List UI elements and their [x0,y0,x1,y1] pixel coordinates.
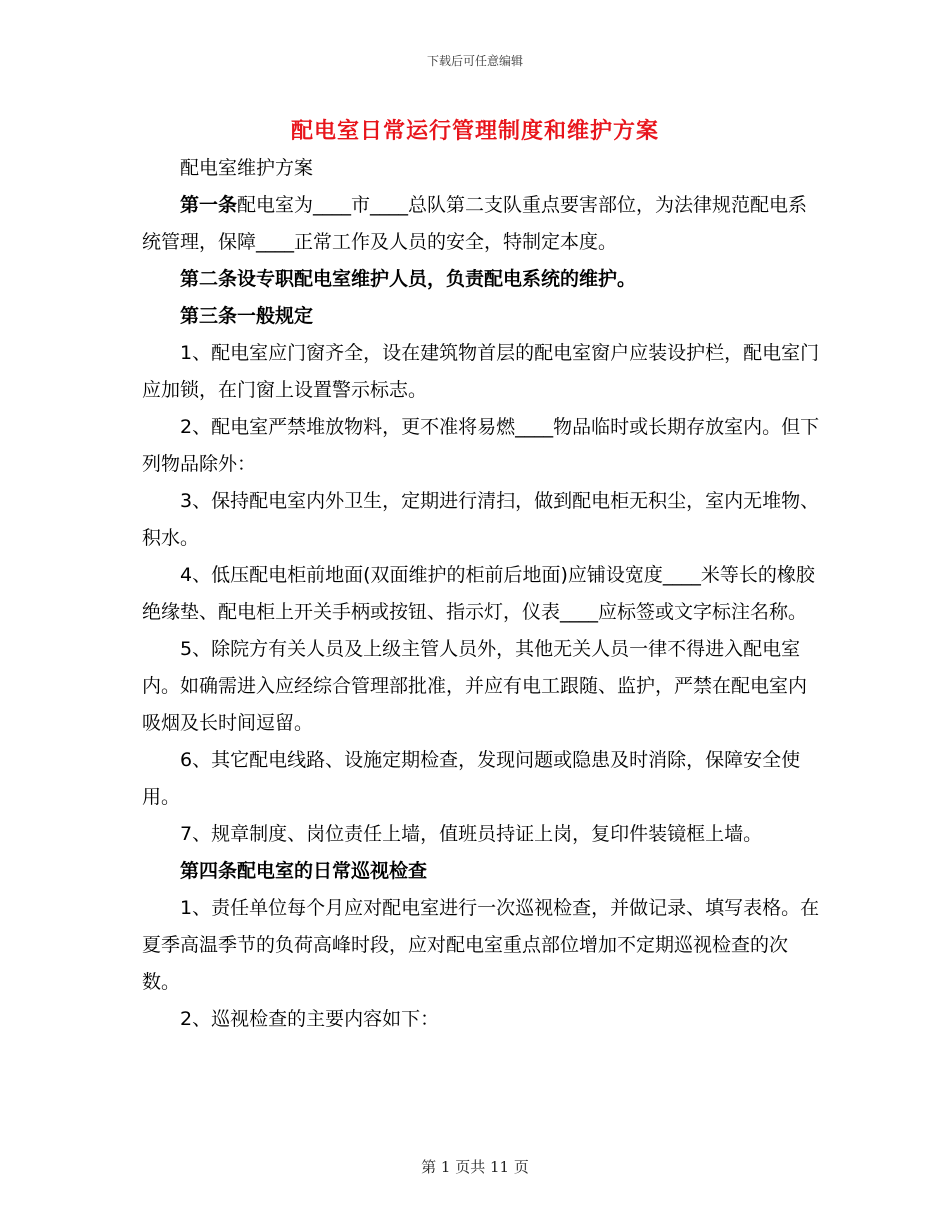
article-1-text: 配电室为____市____总队第二支队重点要害部位，为法律规范配电系统管理，保障____正常工作及人员的安全，特制定本度。 [142,194,808,253]
document-body [142,150,822,1038]
section-subtitle: 配电室维护方案 [180,157,314,179]
article-3-item-6: 6、其它配电线路、设施定期检查，发现问题或隐患及时消除，保障安全使用。 [142,749,801,808]
article-3-item-1: 1、配电室应门窗齐全，设在建筑物首层的配电室窗户应装设护栏，配电室门应加锁，在门窗上设置警示标志。 [142,342,820,401]
article-4-item-2: 2、巡视检查的主要内容如下： [180,1008,440,1030]
article-3-heading: 第三条一般规定 [180,305,314,327]
article-3-item-4: 4、低压配电柜前地面(双面维护的柜前后地面)应铺设宽度____米等长的橡胶绝缘垫、配电柜上开关手柄或按钮、指示灯，仪表____应标签或文字标注名称。 [142,564,815,623]
article-3-item-2: 2、配电室严禁堆放物料，更不准将易燃____物品临时或长期存放室内。但下列物品除外： [142,416,820,475]
article-1 [142,187,822,261]
article-3-item-3: 3、保持配电室内外卫生，定期进行清扫，做到配电柜无积尘，室内无堆物、积水。 [142,490,820,549]
article-2: 第二条设专职配电室维护人员，负责配电系统的维护。 [180,268,637,290]
page-footer: 第 1 页共 11 页 [421,1158,529,1176]
document-title: 配电室日常运行管理制度和维护方案 [290,119,659,144]
article-1-label: 第一条 [180,194,238,216]
article-3-item-5: 5、除院方有关人员及上级主管人员外，其他无关人员一律不得进入配电室内。如确需进入应经综合管理部批准，并应有电工跟随、监护，严禁在配电室内吸烟及长时间逗留。 [142,638,808,734]
page-header: 下载后可任意编辑 [426,54,523,68]
article-4-heading: 第四条配电室的日常巡视检查 [180,860,428,882]
article-4-item-1: 1、责任单位每个月应对配电室进行一次巡视检查，并做记录、填写表格。在夏季高温季节的负荷高峰时段，应对配电室重点部位增加不定期巡视检查的次数。 [142,897,820,993]
article-3-item-7: 7、规章制度、岗位责任上墙，值班员持证上岗，复印件装镜框上墙。 [180,823,763,845]
